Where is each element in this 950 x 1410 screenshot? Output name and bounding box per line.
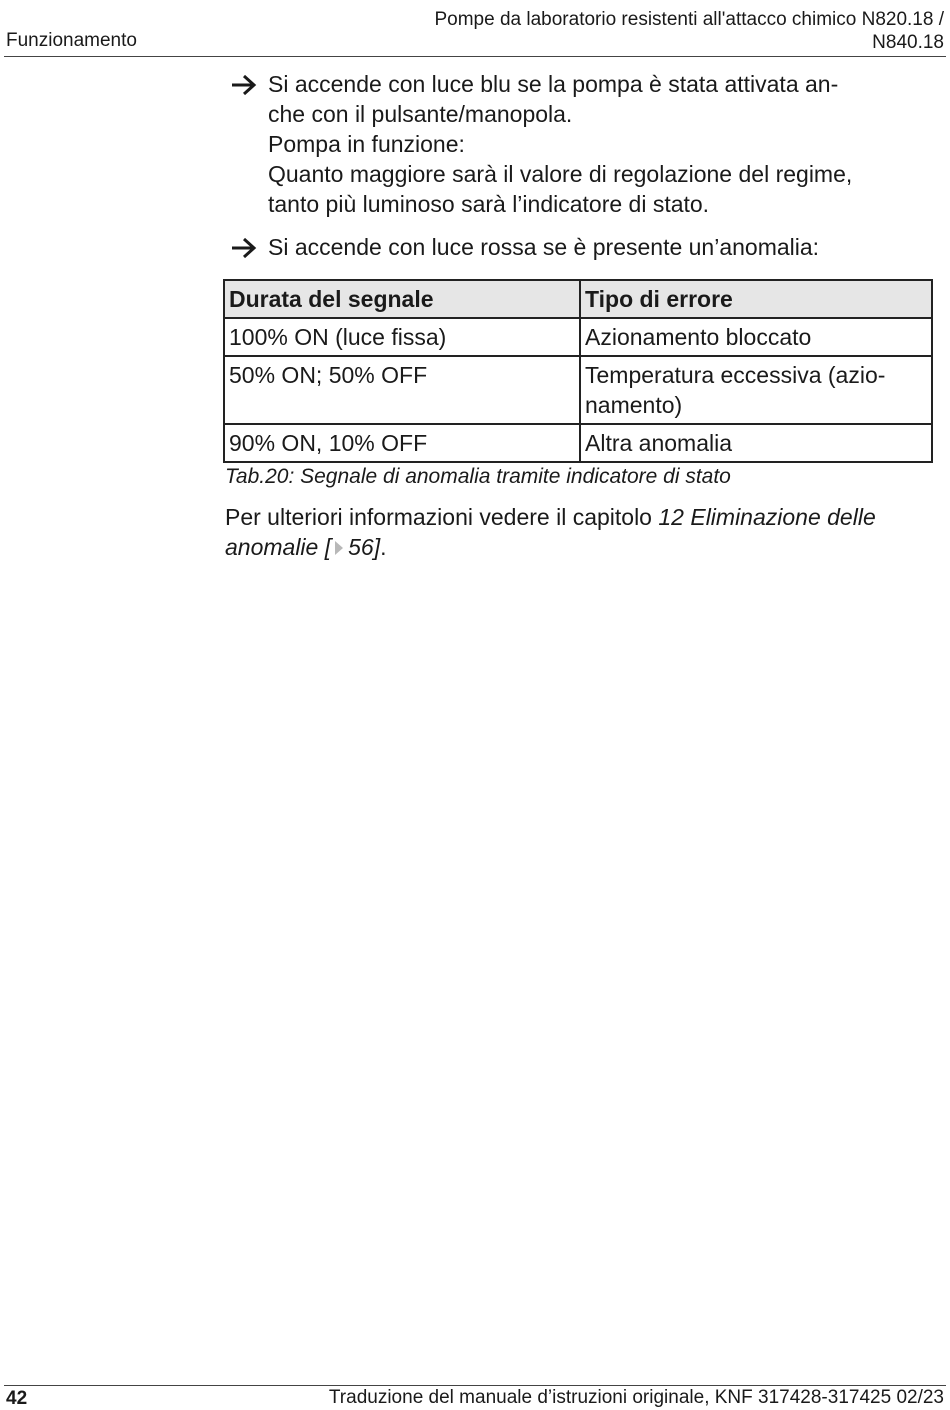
header-title-line: Pompe da laboratorio resistenti all'attacco chimico N820.18 / (434, 9, 944, 30)
error-type-line: Temperatura eccessiva (azio- (585, 362, 886, 388)
error-type-line: Azionamento bloccato (585, 324, 812, 350)
table-row (224, 424, 932, 462)
result-item (230, 69, 930, 219)
table-row (224, 356, 932, 424)
error-type-line: namento) (585, 392, 683, 418)
result-line: Si accende con luce rossa se è presente un’anomalia: (268, 234, 820, 260)
right-arrow-icon (230, 236, 258, 260)
error-signal-table (223, 279, 933, 463)
result-item (230, 232, 930, 262)
further-info-paragraph (225, 502, 925, 562)
info-end: . (380, 534, 387, 560)
footer-divider (4, 1385, 946, 1386)
result-text (268, 69, 930, 219)
error-type-cell (580, 356, 932, 424)
column-header-error-type: Tipo di errore (580, 280, 932, 318)
header-divider (4, 56, 946, 57)
table-row (224, 318, 932, 356)
result-line: Si accende con luce blu se la pompa è stata attivata an- (268, 71, 839, 97)
page-number: 42 (6, 1388, 28, 1409)
signal-duration-cell: 50% ON; 50% OFF (224, 356, 580, 424)
page-reference-arrow-icon (333, 539, 345, 557)
signal-duration-cell: 100% ON (luce fissa) (224, 318, 580, 356)
result-line: Pompa in funzione: (268, 131, 465, 157)
info-text: Per ulteriori informazioni vedere il capitolo (225, 504, 659, 530)
chapter-reference-text: 12 Eliminazione delle anomalie [ (225, 504, 876, 560)
error-type-line: Altra anomalia (585, 430, 733, 456)
error-type-cell (580, 318, 932, 356)
table-header-row (224, 280, 932, 318)
error-type-cell (580, 424, 932, 462)
column-header-signal-duration: Durata del segnale (224, 280, 580, 318)
result-line: tanto più luminoso sarà l’indicatore di stato. (268, 191, 710, 217)
result-line: Quanto maggiore sarà il valore di regolazione del regime, (268, 161, 853, 187)
running-header-title (324, 8, 944, 54)
right-arrow-icon (230, 73, 258, 97)
chapter-reference-page: 56] (348, 534, 381, 560)
result-line: che con il pulsante/manopola. (268, 101, 573, 127)
signal-duration-cell: 90% ON, 10% OFF (224, 424, 580, 462)
footer-document-info: Traduzione del manuale d’istruzioni originale, KNF 317428-317425 02/23 (328, 1387, 944, 1408)
header-title-line: N840.18 (872, 32, 944, 53)
result-text (268, 232, 930, 262)
running-header-section: Funzionamento (6, 30, 137, 51)
table-caption: Tab.20: Segnale di anomalia tramite indicatore di stato (225, 465, 731, 488)
